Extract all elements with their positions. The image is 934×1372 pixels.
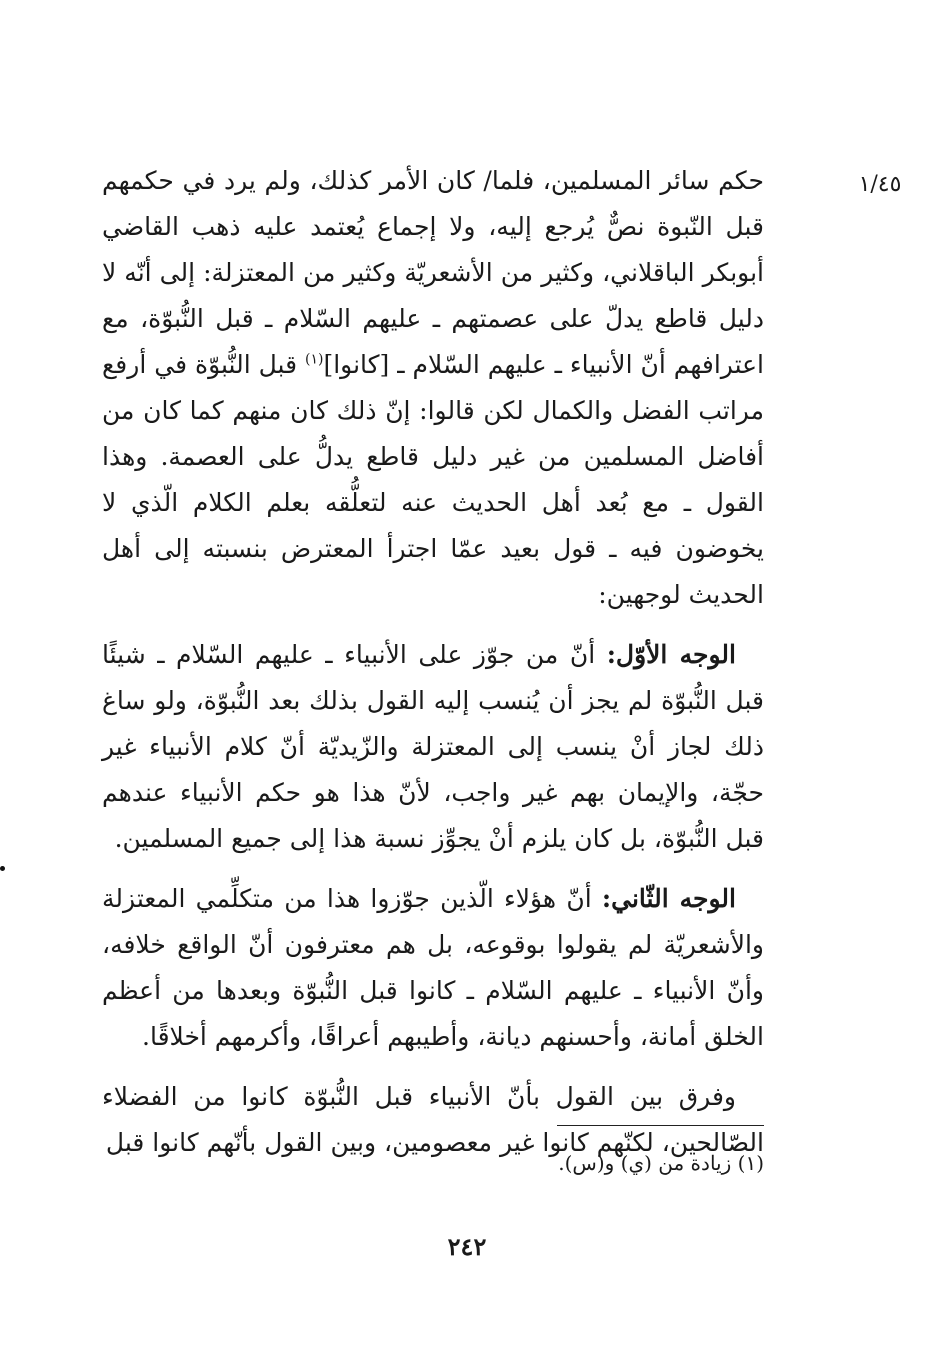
paragraph-2 [102, 632, 764, 862]
paragraph-1-text-continued: قبل النُّبوّة في أرفع مراتب الفضل والكمال لكن قالوا: إنّ ذلك كان منهم كما كان من أفاضل المسلمين من غير دليل قاطع يدلُّ على العصمة. وهذا القول ـ مع بُعد أهل الحديث عنه لتعلُّقه بعلم الكلام الّذي لا يخوضون فيه ـ قول بعيد عمّا اجترأ المعترض بنسبته إلى أهل الحديث لوجهين: [102, 350, 764, 609]
margin-reference: ١/٤٥ [858, 172, 902, 197]
paragraph-3-heading: الوجه الثّاني: [601, 884, 736, 913]
paragraph-1 [102, 158, 764, 618]
footnote-text: زيادة من (ي) و(س). [558, 1151, 732, 1175]
paragraph-1-text: حكم سائر المسلمين، فلما/ كان الأمر كذلك، ولم يرد في حكمهم قبل النّبوة نصٌّ يُرجع إليه، ولا إجماع يُعتمد عليه ذهب القاضي أبوبكر الباقلاني، وكثير من الأشعريّة وكثير من المعتزلة: إلى أنّه لا دليل قاطع يدلّ على عصمتهم ـ عليهم السّلام ـ قبل النُّبوّة، مع اعترافهم أنّ الأنبياء ـ عليهم السّلام ـ [كانوا] [102, 166, 764, 379]
footnote [380, 1148, 764, 1178]
paragraph-3-text: أنّ هؤلاء الّذين جوّزوا هذا من متكلِّمي المعتزلة والأشعريّة لم يقولوا بوقوعه، بل هم معترفون أنّ الواقع خلافه، وأنّ الأنبياء ـ عليهم السّلام ـ كانوا قبل النُّبوّة وبعدها من أعظم الخلق أمانة، وأحسنهم ديانة، وأطيبهم أعراقًا، وأكرمهم أخلاقًا. [102, 884, 764, 1051]
paragraph-2-heading: الوجه الأوّل: [606, 640, 736, 669]
main-text [102, 158, 764, 1166]
paragraph-2-text: أنّ من جوّز على الأنبياء ـ عليهم السّلام ـ شيئًا قبل النُّبوّة لم يجز أن يُنسب إليه القول بذلك بعد النُّبوّة، ولو ساغ ذلك لجاز أنْ ينسب إلى المعتزلة والزّيديّة أنّ كلام الأنبياء غير حجّة، والإيمان بهم غير واجب، لأنّ هذا هو حكم الأنبياء عندهم قبل النُّبوّة، بل كان يلزم أنْ يجوِّز نسبة هذا إلى جميع المسلمين. [102, 640, 764, 853]
footnote-number: (١) [737, 1151, 764, 1175]
scan-speck [0, 866, 5, 871]
paragraph-4-text: وفرق بين القول بأنّ الأنبياء قبل النُّبوّة كانوا من الفضلاء الصّالحين، لكنّهم كانوا غير معصومين، وبين القول بأنّهم كانوا قبل [102, 1082, 764, 1157]
page-number: ٢٤٢ [447, 1232, 487, 1261]
paragraph-3 [102, 876, 764, 1060]
footnote-marker[interactable]: (١) [304, 351, 324, 368]
footnote-divider [557, 1125, 764, 1126]
